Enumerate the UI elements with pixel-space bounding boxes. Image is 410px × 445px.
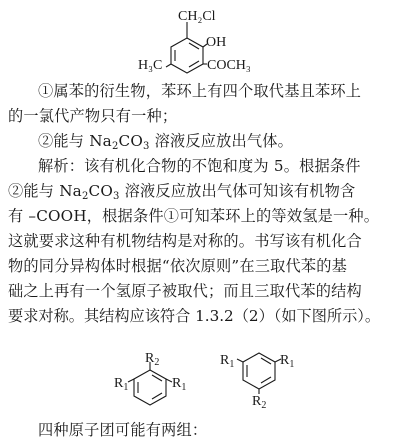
analysis-line-3: 有 –COOH，根据条件①可知苯环上的等效氢是一种。 [8, 207, 380, 225]
analysis-line-2 [8, 180, 355, 202]
analysis-sub-3: 3 [112, 191, 120, 202]
left-r2-letter: R [145, 351, 155, 366]
right-r1b-subscript: 1 [289, 359, 295, 370]
left-r1a-letter: R [114, 376, 124, 391]
analysis-sub-2: 2 [81, 191, 89, 202]
right-r1a-letter: R [220, 353, 230, 368]
condition-2-part-b: CO [118, 132, 143, 150]
condition-1-line-1: ①属苯的衍生物，苯环上有四个取代基且苯环上 [38, 82, 362, 100]
condition-2-sub-2: 2 [111, 141, 119, 152]
ch2cl-label: CH₂Cl [178, 9, 216, 24]
analysis-line-7: 要求对称。其结构应该符合 1.3.2（2）（如下图所示）。 [8, 307, 381, 325]
condition-2-line [38, 130, 293, 152]
oh-label: OH [206, 35, 227, 50]
top-ring-double-bond-2 [189, 61, 199, 67]
condition-2-sub-3: 3 [142, 141, 150, 152]
analysis-line-6: 础之上再有一个氢原子被取代；而且三取代苯的结构 [8, 282, 362, 300]
condition-1-line-2: 的一氯代产物只有一种； [8, 107, 178, 125]
left-r1a-subscript: 1 [123, 382, 129, 393]
left-r2-subscript: 2 [154, 357, 160, 368]
footer-line: 四种原子团可能有两组： [38, 421, 208, 439]
coch3-label: COCH₃ [207, 58, 251, 73]
h3c-label: H₃C [138, 58, 163, 73]
left-r1b-letter: R [172, 376, 182, 391]
top-ring-outline [171, 38, 203, 73]
analysis-line-2-part-a: ②能与 Na [8, 182, 82, 200]
right-r2-letter: R [252, 394, 262, 409]
bond-to-h3c [166, 64, 171, 67]
analysis-line-5: 物的同分异构体时根据“依次原则”在三取代苯的基 [8, 257, 348, 275]
analysis-line-1: 解析：该有机化合物的不饱和度为 5。根据条件 [38, 157, 361, 175]
top-benzene-ring [171, 38, 203, 73]
right-r1b-letter: R [280, 353, 290, 368]
condition-2-part-c: 溶液反应放出气体。 [149, 132, 294, 150]
right-r1a-subscript: 1 [229, 359, 235, 370]
left-r1b-subscript: 1 [181, 382, 187, 393]
analysis-line-2-part-b: CO [88, 182, 113, 200]
right-r2-subscript: 2 [261, 400, 267, 411]
condition-2-part-a: ②能与 Na [38, 132, 112, 150]
analysis-line-4: 这就要求这种有机物结构是对称的。书写该有机化合 [8, 232, 362, 250]
analysis-line-2-part-c: 溶液反应放出气体可知该有机物含 [119, 182, 356, 200]
